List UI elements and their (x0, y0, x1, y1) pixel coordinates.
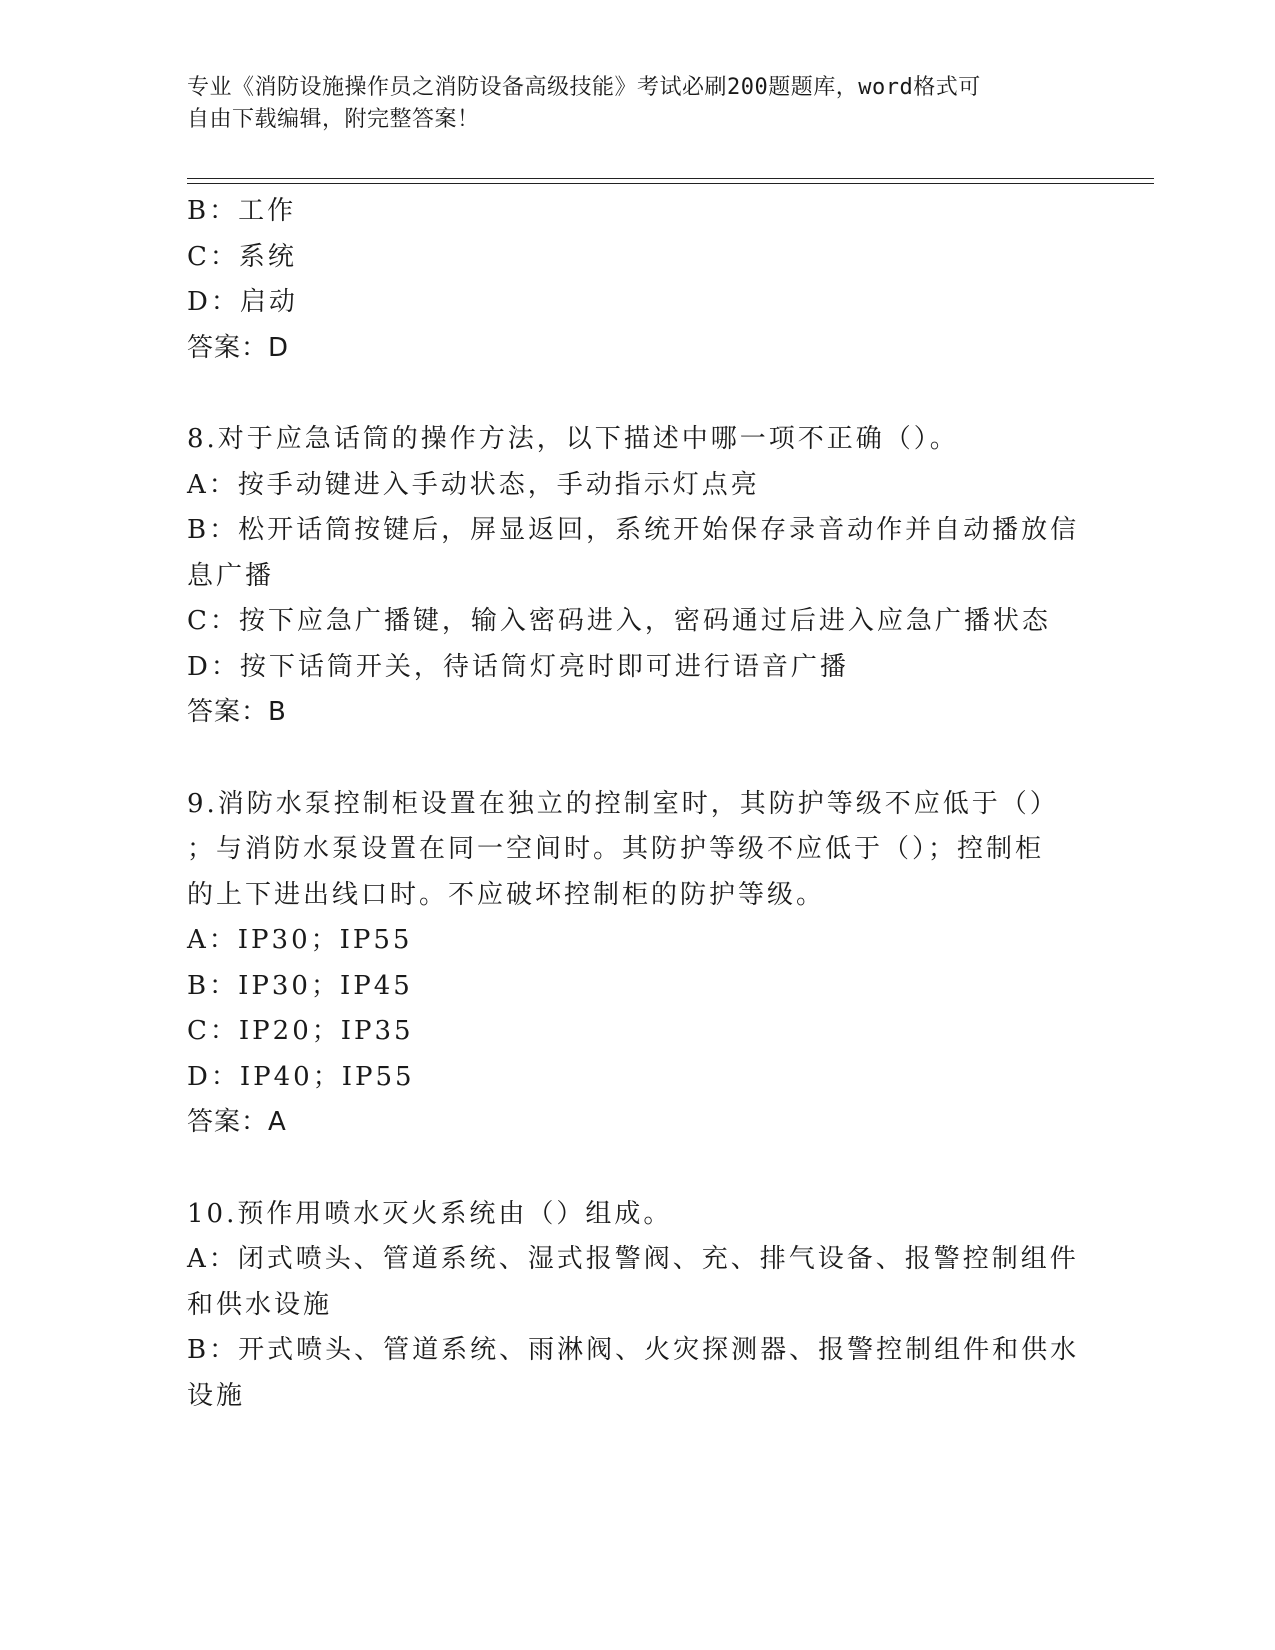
q10-option-a: A：闭式喷头、管道系统、湿式报警阀、充、排气设备、报警控制组件 (187, 1244, 1079, 1274)
option-d: D：启动 (187, 287, 298, 317)
question-9-stem-cont: ；与消防水泵设置在同一空间时。其防护等级不应低于（）；控制柜 (187, 834, 1045, 864)
question-10-stem: 10.预作用喷水灭火系统由（）组成。 (187, 1198, 673, 1229)
q9-option-b: B：IP30；IP45 (187, 970, 413, 1001)
header-divider-bottom (187, 183, 1154, 184)
q9-answer: 答案：A (187, 1107, 287, 1137)
question-9-stem-cont-2: 的上下进出线口时。不应破坏控制柜的防护等级。 (187, 879, 826, 910)
q8-option-d: D：按下话筒开关，待话筒灯亮时即可进行语音广播 (187, 651, 849, 682)
q8-option-b-cont: 息广播 (187, 560, 275, 591)
question-list (187, 189, 1087, 1419)
q10-option-b: B：开式喷头、管道系统、雨淋阀、火灾探测器、报警控制组件和供水 (187, 1335, 1080, 1365)
q9-option-a: A：IP30；IP55 (187, 925, 413, 955)
option-b: B：工作 (187, 196, 297, 226)
q9-option-c: C：IP20；IP35 (187, 1016, 414, 1046)
question-9-stem: 9.消防水泵控制柜设置在独立的控制室时，其防护等级不应低于（） (187, 788, 1059, 819)
header-divider-top (187, 178, 1154, 179)
header-line-2: 自由下载编辑，附完整答案！ (187, 107, 480, 132)
q8-option-b: B：松开话筒按键后，屏显返回，系统开始保存录音动作并自动播放信 (187, 515, 1080, 545)
q8-answer: 答案：B (187, 697, 287, 727)
q9-option-d: D：IP40；IP55 (187, 1061, 415, 1092)
q8-option-c: C：按下应急广播键，输入密码进入，密码通过后进入应急广播状态 (187, 606, 1051, 636)
q10-option-a-cont: 和供水设施 (187, 1289, 333, 1320)
q8-option-a: A：按手动键进入手动状态，手动指示灯点亮 (187, 469, 760, 500)
option-c: C：系统 (187, 241, 297, 272)
header-line-1: 专业《消防设施操作员之消防设备高级技能》考试必刷200题题库，word格式可 (187, 75, 981, 100)
answer-line: 答案：D (187, 332, 290, 363)
document-header (187, 72, 1067, 136)
q10-option-b-cont: 设施 (187, 1380, 246, 1411)
question-8-stem: 8.对于应急话筒的操作方法，以下描述中哪一项不正确（）。 (187, 424, 959, 454)
